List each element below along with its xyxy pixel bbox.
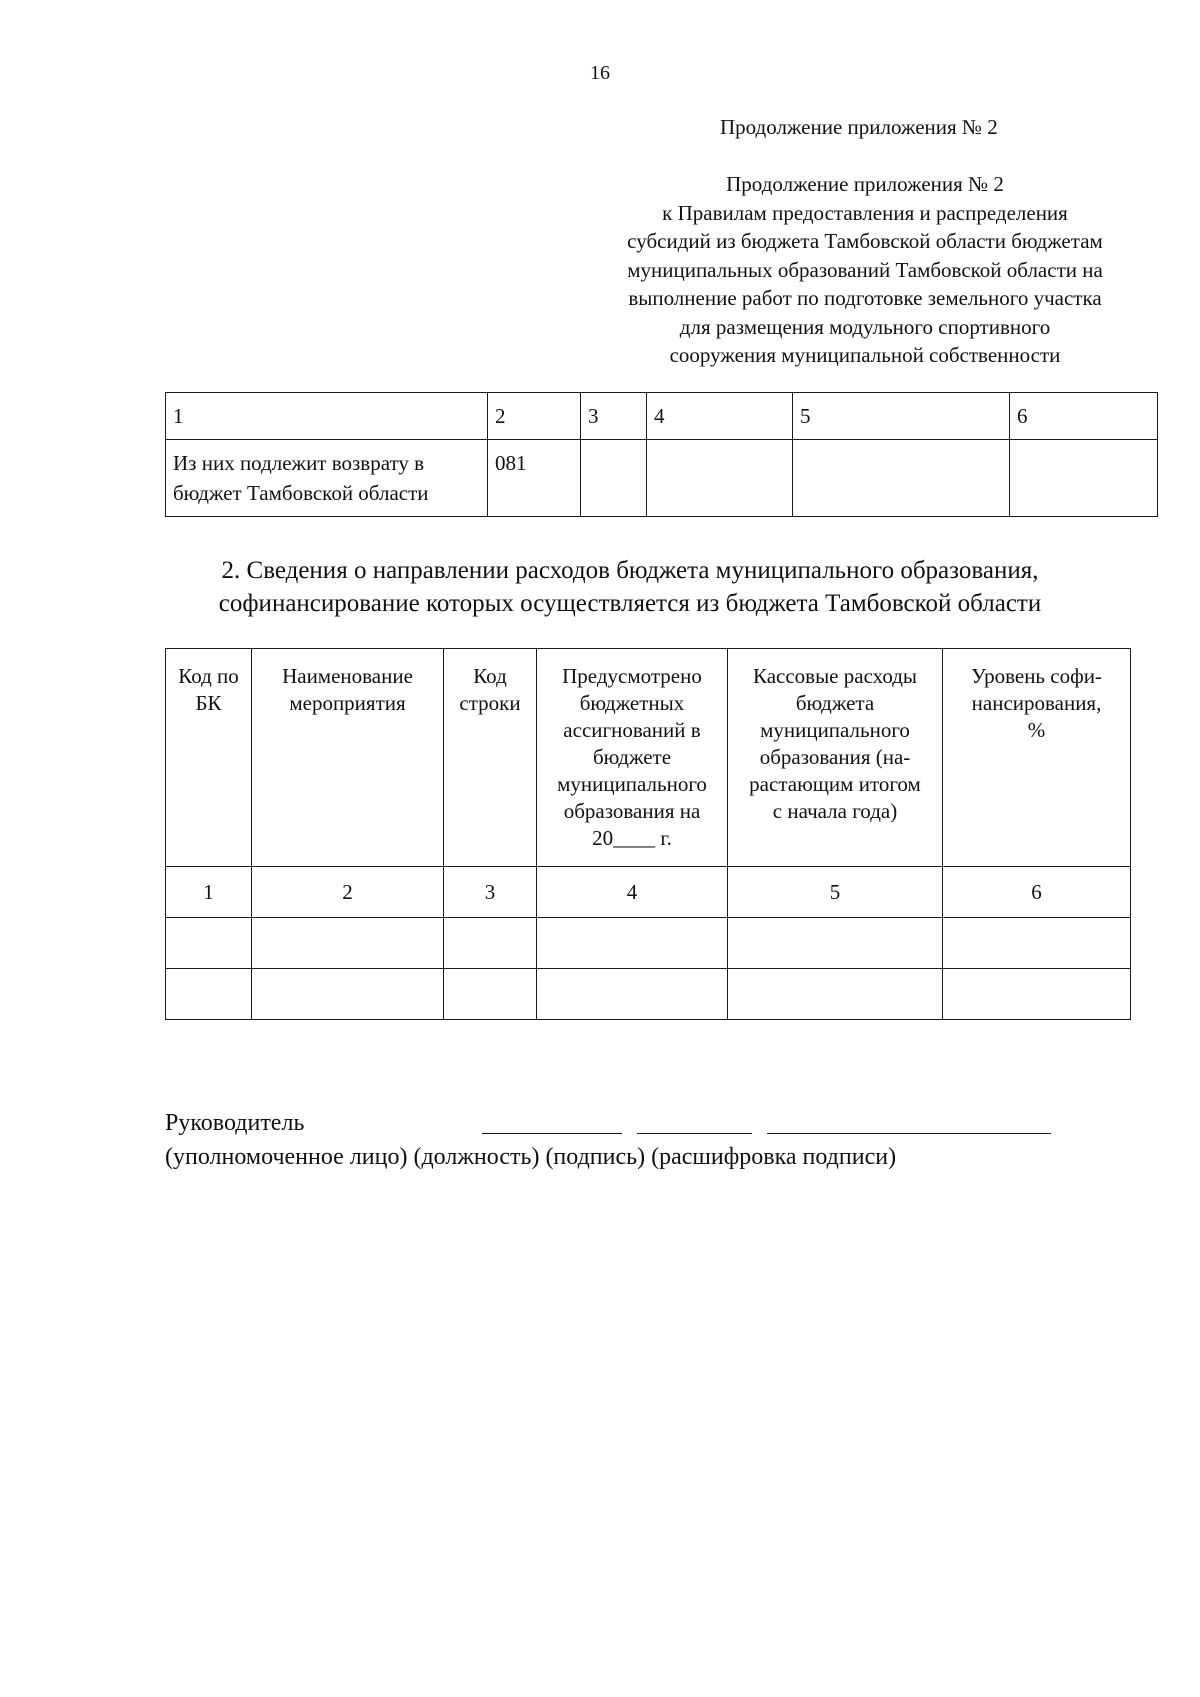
authorized-person-label: (уполномоченное лицо): [165, 1144, 408, 1170]
header-line: с начала года): [772, 799, 898, 823]
expenses-table: [165, 648, 1131, 1020]
header-line: 20____ г.: [592, 826, 672, 850]
table-header-cell: 6: [1010, 393, 1158, 440]
column-number: 2: [252, 867, 444, 918]
header-cash-expenses: [728, 649, 943, 867]
row-label-line: бюджет Тамбовской области: [173, 481, 429, 505]
header-line: Код: [473, 664, 507, 688]
table-cell: [647, 440, 793, 517]
table-cell: [728, 969, 943, 1020]
page-number: 16: [590, 62, 610, 84]
header-line: Предусмотрено: [562, 664, 702, 688]
column-number: 1: [166, 867, 252, 918]
decoding-line: [767, 1133, 1051, 1134]
header-event-name: [252, 649, 444, 867]
table-header-cell: 3: [581, 393, 647, 440]
section-title-line: софинансирование которых осуществляется из бюджета Тамбовской области: [218, 590, 1042, 617]
header-line: Код по: [178, 664, 239, 688]
header-line: бюджетных: [579, 691, 685, 715]
table-header-row: [166, 649, 1131, 867]
position-label: (должность): [413, 1144, 540, 1170]
table-header-row: [166, 393, 1158, 440]
column-number-row: [166, 867, 1131, 918]
header-line: растающим итогом: [749, 772, 921, 796]
table-cell: [444, 969, 537, 1020]
table-cell: [1010, 440, 1158, 517]
table-cell: [444, 918, 537, 969]
signature-block: [165, 1106, 896, 1174]
table-cell: [252, 969, 444, 1020]
column-number: 6: [943, 867, 1131, 918]
column-number: 4: [537, 867, 728, 918]
appendix-heading-line: субсидий из бюджета Тамбовской области бюджетам: [627, 229, 1103, 253]
row-label: [166, 440, 488, 517]
table-cell: [166, 969, 252, 1020]
header-row-code: [444, 649, 537, 867]
header-line: муниципального: [557, 772, 707, 796]
header-cofinancing-level: [943, 649, 1131, 867]
header-line: ассигнований в: [563, 718, 701, 742]
continuation-label: Продолжение приложения № 2: [720, 115, 998, 139]
table-row: [166, 918, 1131, 969]
header-line: БК: [195, 691, 222, 715]
signature-labels-row: [165, 1140, 896, 1174]
table-cell: [252, 918, 444, 969]
table-cell: [728, 918, 943, 969]
row-code: 081: [488, 440, 581, 517]
table-cell: [537, 969, 728, 1020]
header-line: нансирования,: [971, 691, 1102, 715]
signature-label: (подпись): [545, 1144, 646, 1170]
table-header-cell: 4: [647, 393, 793, 440]
signature-line: [637, 1133, 752, 1134]
table-cell: [943, 969, 1131, 1020]
signature-title: Руководитель: [165, 1110, 305, 1136]
table-header-cell: 1: [166, 393, 488, 440]
column-number: 3: [444, 867, 537, 918]
header-planned-allocations: [537, 649, 728, 867]
header-line: Уровень софи-: [971, 664, 1102, 688]
return-table: [165, 392, 1158, 517]
header-line: образования на: [563, 799, 701, 823]
table-row: [166, 969, 1131, 1020]
header-line: Кассовые расходы: [752, 664, 918, 688]
header-line: мероприятия: [289, 691, 406, 715]
signature-lines-row: [165, 1106, 896, 1140]
appendix-heading: [560, 170, 1170, 370]
table-cell: [166, 918, 252, 969]
header-line: Наименование: [282, 664, 413, 688]
section-title-line: 2. Сведения о направлении расходов бюджета муниципального образования,: [221, 557, 1039, 584]
appendix-heading-line: для размещения модульного спортивного: [679, 314, 1051, 339]
appendix-heading-line: к Правилам предоставления и распределения: [662, 200, 1068, 225]
table-header-cell: 5: [793, 393, 1010, 440]
table-cell: [943, 918, 1131, 969]
position-line: [482, 1133, 622, 1134]
header-line: строки: [459, 691, 521, 715]
section-title: [150, 554, 1110, 620]
table-cell: [581, 440, 647, 517]
header-line: бюджете: [592, 745, 672, 769]
column-number: 5: [728, 867, 943, 918]
table-cell: [537, 918, 728, 969]
decoding-label: (расшифровка подписи): [651, 1144, 897, 1170]
header-line: образования (на-: [759, 745, 911, 769]
appendix-heading-line: муниципальных образований Тамбовской области на: [627, 257, 1103, 282]
table-row: [166, 440, 1158, 517]
header-line: бюджета: [795, 691, 875, 715]
row-label-line: Из них подлежит возврату в: [173, 451, 425, 475]
appendix-heading-line: выполнение работ по подготовке земельного участка: [628, 286, 1102, 310]
table-header-cell: 2: [488, 393, 581, 440]
header-line: муниципального: [760, 718, 910, 742]
header-line: %: [1027, 718, 1046, 742]
header-kod-bk: [166, 649, 252, 867]
table-cell: [793, 440, 1010, 517]
appendix-heading-line: сооружения муниципальной собственности: [669, 343, 1061, 367]
appendix-heading-line: Продолжение приложения № 2: [726, 172, 1004, 196]
